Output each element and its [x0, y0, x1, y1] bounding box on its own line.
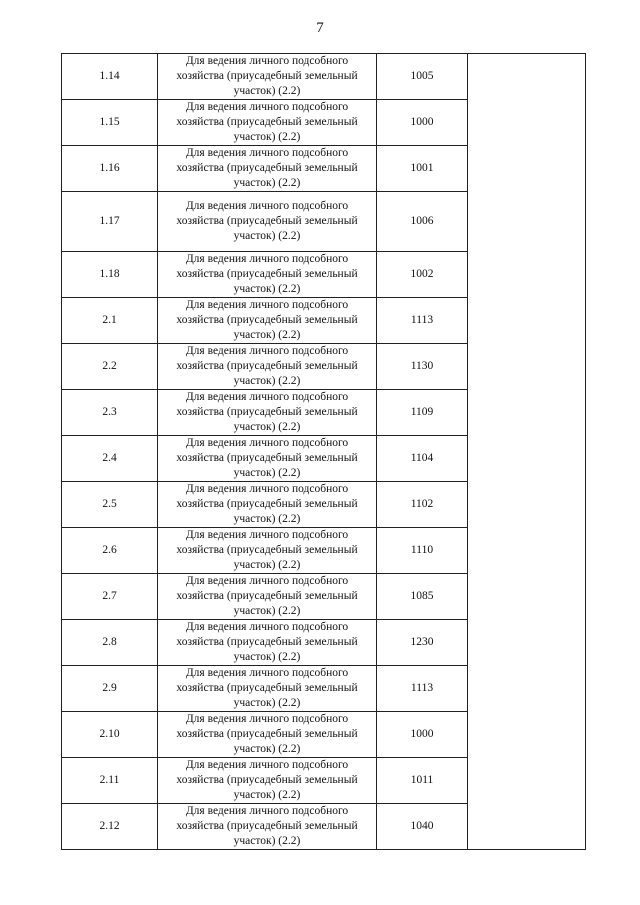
parcels-table	[61, 53, 586, 850]
row-number-cell: 1.14	[62, 54, 158, 100]
land-use-cell	[158, 804, 377, 850]
parcels-table-body	[62, 54, 586, 850]
area-cell: 1102	[377, 482, 468, 528]
row-number-cell: 2.12	[62, 804, 158, 850]
row-number-cell: 1.16	[62, 146, 158, 192]
land-use-cell	[158, 298, 377, 344]
land-use-cell	[158, 574, 377, 620]
area-cell: 1230	[377, 620, 468, 666]
land-use-text: Для ведения личного подсобного хозяйства (приусадебный земельный участок) (2.2)	[176, 345, 358, 387]
land-use-cell	[158, 100, 377, 146]
area-cell: 1011	[377, 758, 468, 804]
area-cell: 1000	[377, 100, 468, 146]
land-use-cell	[158, 482, 377, 528]
land-use-text: Для ведения личного подсобного хозяйства (приусадебный земельный участок) (2.2)	[176, 299, 358, 341]
land-use-text: Для ведения личного подсобного хозяйства (приусадебный земельный участок) (2.2)	[176, 391, 358, 433]
area-cell: 1002	[377, 252, 468, 298]
page-number: 7	[316, 20, 324, 36]
land-use-text: Для ведения личного подсобного хозяйства (приусадебный земельный участок) (2.2)	[176, 483, 358, 525]
land-use-text: Для ведения личного подсобного хозяйства (приусадебный земельный участок) (2.2)	[176, 529, 358, 571]
land-use-cell	[158, 390, 377, 436]
land-use-cell	[158, 758, 377, 804]
row-number-cell: 2.4	[62, 436, 158, 482]
land-use-text: Для ведения личного подсобного хозяйства (приусадебный земельный участок) (2.2)	[176, 101, 358, 143]
area-cell: 1109	[377, 390, 468, 436]
area-cell: 1110	[377, 528, 468, 574]
row-number-cell: 1.17	[62, 192, 158, 252]
land-use-text: Для ведения личного подсобного хозяйства (приусадебный земельный участок) (2.2)	[176, 575, 358, 617]
area-cell: 1113	[377, 666, 468, 712]
land-use-cell	[158, 666, 377, 712]
land-use-text: Для ведения личного подсобного хозяйства (приусадебный земельный участок) (2.2)	[176, 621, 358, 663]
land-use-text: Для ведения личного подсобного хозяйства (приусадебный земельный участок) (2.2)	[176, 759, 358, 801]
row-number-cell: 2.2	[62, 344, 158, 390]
land-use-cell	[158, 528, 377, 574]
land-use-cell	[158, 712, 377, 758]
row-number-cell: 1.15	[62, 100, 158, 146]
area-cell: 1040	[377, 804, 468, 850]
land-use-cell	[158, 252, 377, 298]
row-number-cell: 1.18	[62, 252, 158, 298]
land-use-cell	[158, 54, 377, 100]
land-use-cell	[158, 344, 377, 390]
area-cell: 1130	[377, 344, 468, 390]
area-cell: 1113	[377, 298, 468, 344]
land-use-text: Для ведения личного подсобного хозяйства (приусадебный земельный участок) (2.2)	[176, 805, 358, 847]
row-number-cell: 2.5	[62, 482, 158, 528]
land-use-text: Для ведения личного подсобного хозяйства (приусадебный земельный участок) (2.2)	[176, 437, 358, 479]
row-number-cell: 2.7	[62, 574, 158, 620]
row-number-cell: 2.3	[62, 390, 158, 436]
row-number-cell: 2.11	[62, 758, 158, 804]
area-cell: 1000	[377, 712, 468, 758]
row-number-cell: 2.8	[62, 620, 158, 666]
land-use-cell	[158, 620, 377, 666]
row-number-cell: 2.1	[62, 298, 158, 344]
land-use-text: Для ведения личного подсобного хозяйства (приусадебный земельный участок) (2.2)	[176, 200, 358, 242]
merged-empty-cell	[468, 54, 586, 850]
area-cell: 1006	[377, 192, 468, 252]
land-use-text: Для ведения личного подсобного хозяйства (приусадебный земельный участок) (2.2)	[176, 55, 358, 97]
area-cell: 1085	[377, 574, 468, 620]
row-number-cell: 2.9	[62, 666, 158, 712]
land-use-text: Для ведения личного подсобного хозяйства (приусадебный земельный участок) (2.2)	[176, 667, 358, 709]
land-use-cell	[158, 436, 377, 482]
row-number-cell: 2.10	[62, 712, 158, 758]
table-row	[62, 54, 586, 100]
area-cell: 1104	[377, 436, 468, 482]
area-cell: 1001	[377, 146, 468, 192]
land-use-text: Для ведения личного подсобного хозяйства (приусадебный земельный участок) (2.2)	[176, 147, 358, 189]
land-use-text: Для ведения личного подсобного хозяйства (приусадебный земельный участок) (2.2)	[176, 713, 358, 755]
row-number-cell: 2.6	[62, 528, 158, 574]
land-use-text: Для ведения личного подсобного хозяйства (приусадебный земельный участок) (2.2)	[176, 253, 358, 295]
area-cell: 1005	[377, 54, 468, 100]
land-use-cell	[158, 146, 377, 192]
land-use-cell	[158, 192, 377, 252]
